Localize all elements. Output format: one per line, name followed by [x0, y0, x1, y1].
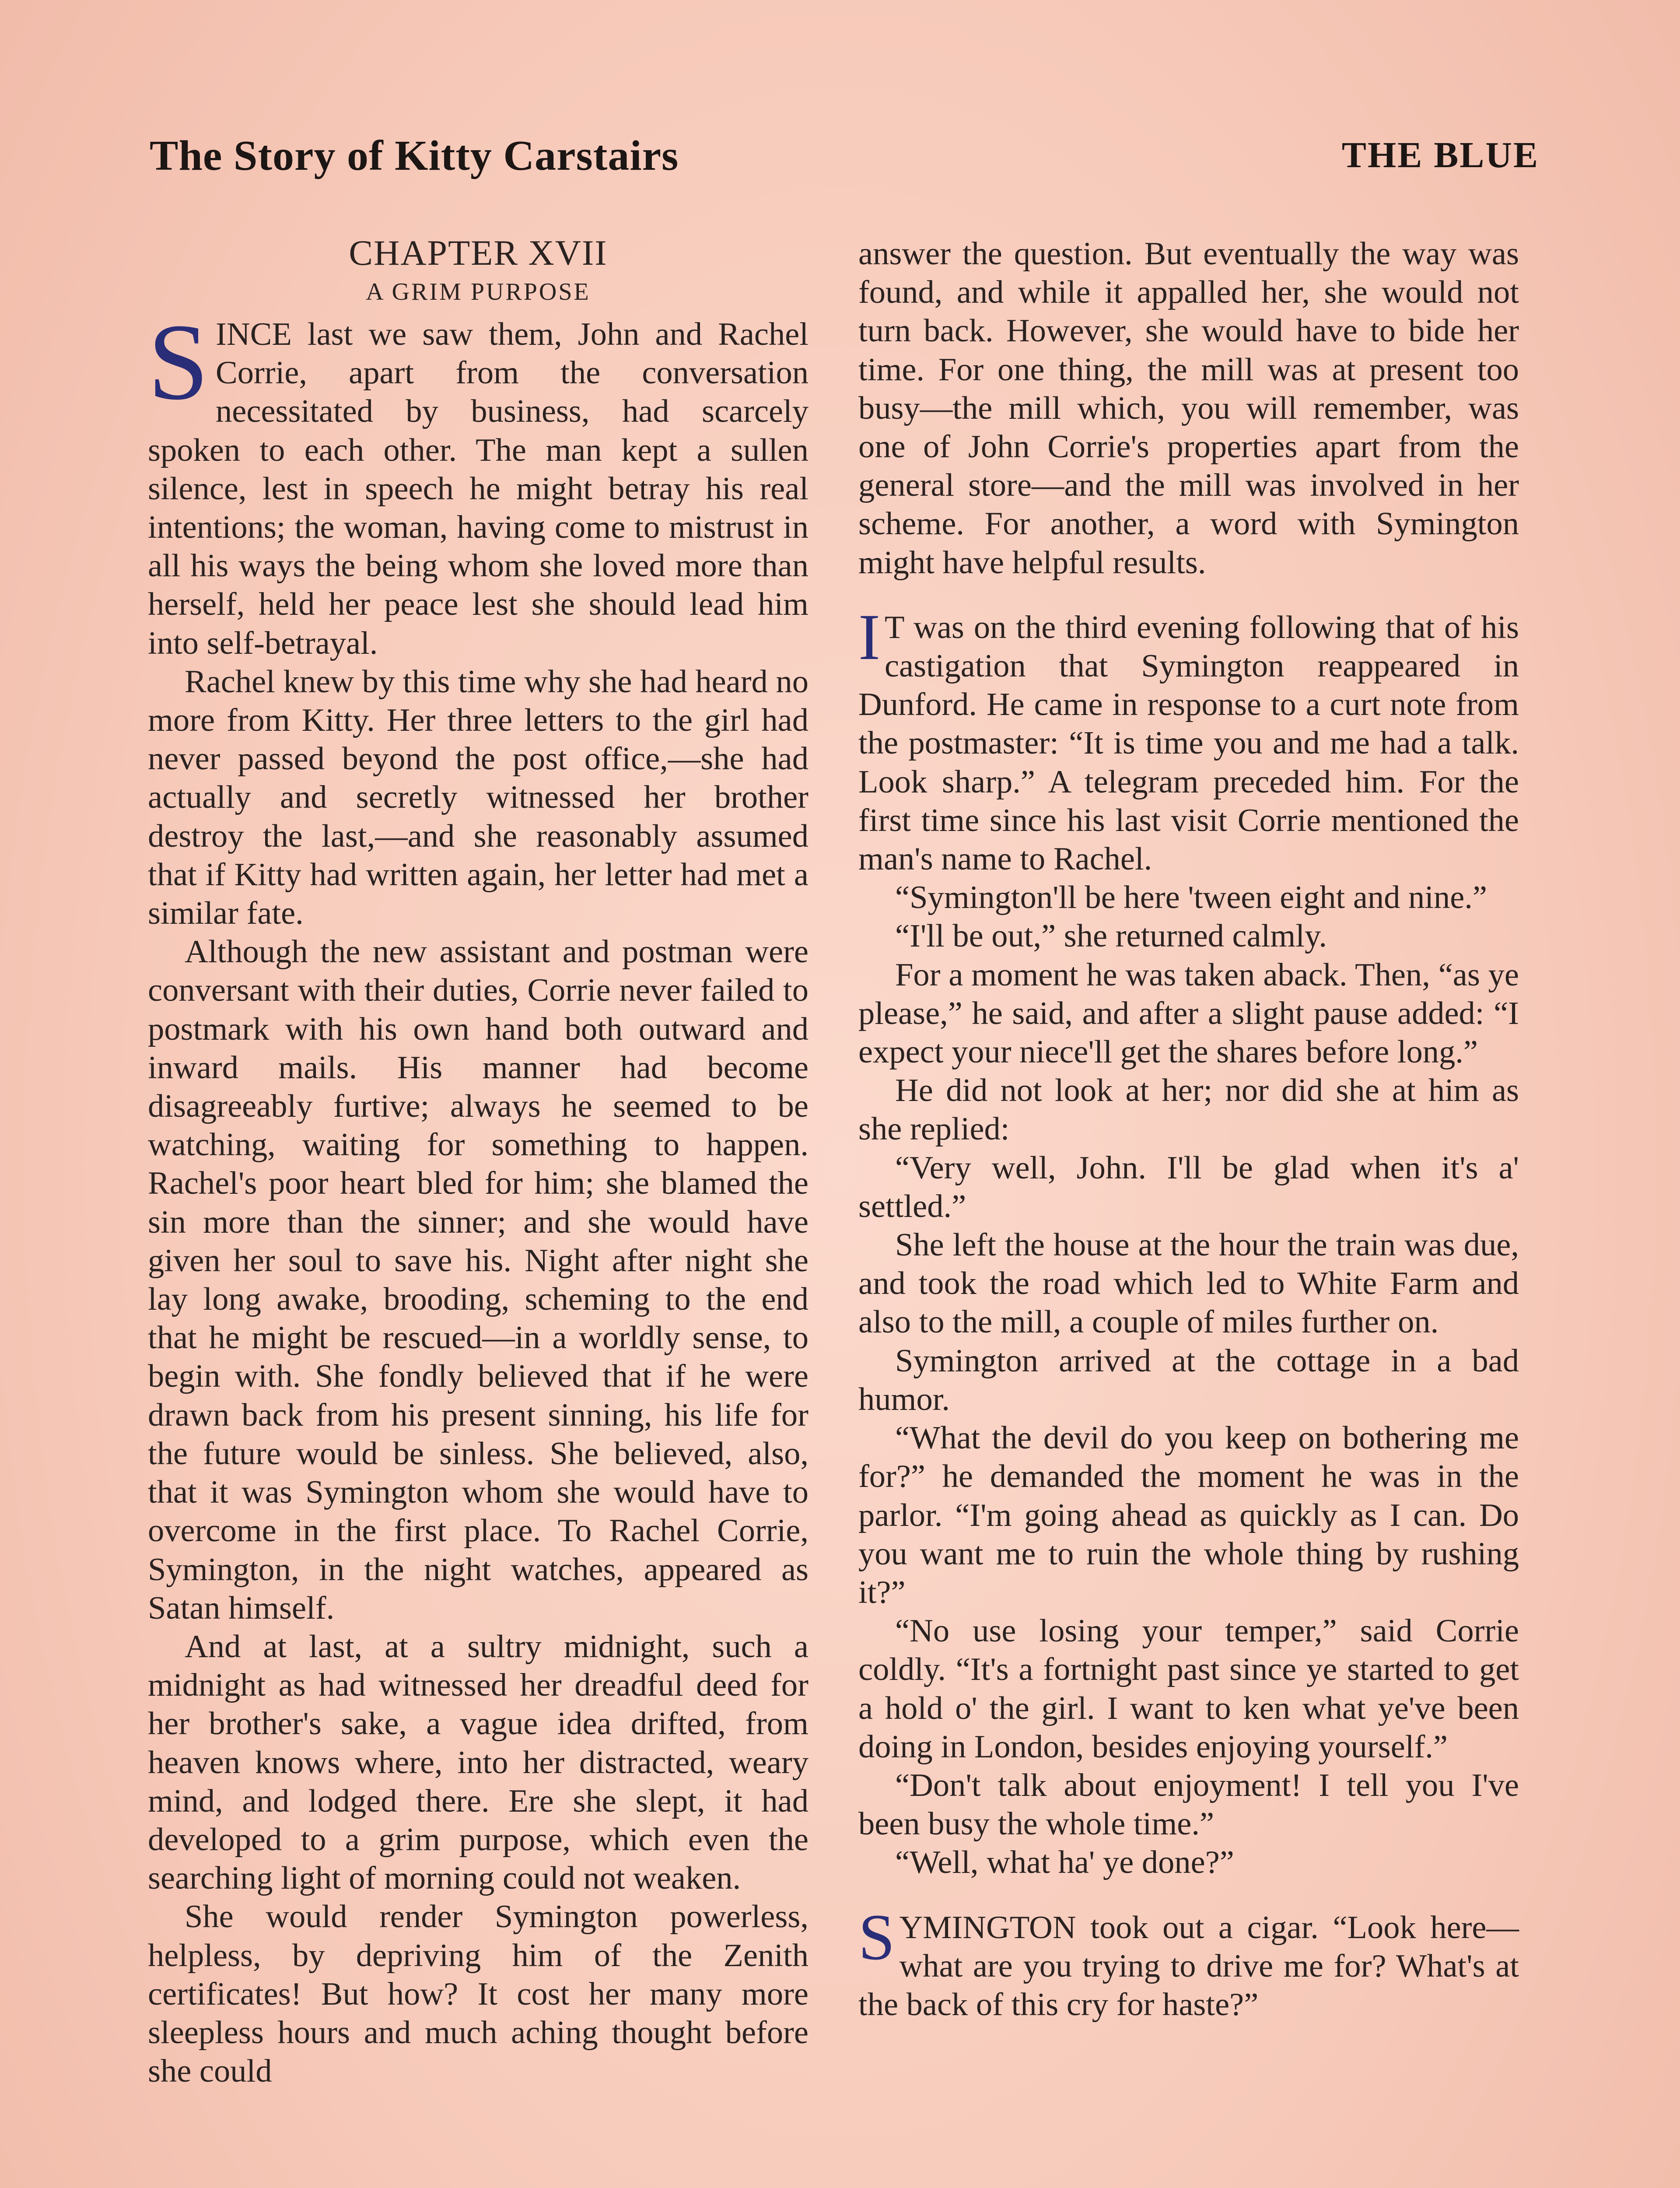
paragraph: He did not look at her; nor did she at him as she replied:: [858, 1073, 1519, 1147]
running-header-magazine: THE BLUE: [1341, 135, 1539, 175]
drop-cap: S: [148, 302, 209, 423]
paragraph: For a moment he was taken aback. Then, “as ye please,” he said, and after a slight pause added: “I expect your niece'll get the shares before long.”: [858, 957, 1519, 1070]
paragraph: “Very well, John. I'll be glad when it's a' settled.”: [858, 1150, 1519, 1224]
section-break: [858, 1882, 1519, 1908]
paragraph: “Well, what ha' ye done?”: [895, 1844, 1234, 1881]
paragraph: “What the devil do you keep on bothering me for?” he demanded the moment he was in the parlor. “I'm going ahead as quickly as I can. Do you want me to ruin the whole thing by rushing it?”: [858, 1420, 1519, 1610]
chapter-subtitle: A GRIM PURPOSE: [366, 278, 591, 305]
running-header-title: The Story of Kitty Carstairs: [150, 132, 679, 179]
right-column: [858, 235, 1519, 2024]
left-column: [148, 232, 808, 2090]
paragraph: She would render Symington powerless, helpless, by depriving him of the Zenith certificates! But how? It cost her many more sleepless hours and much aching thought before she could: [148, 1899, 808, 2090]
paragraph: SYMINGTON took out a cigar. “Look here—what are you trying to drive me for? What's at the back of this cry for haste?”: [858, 1900, 1519, 2023]
chapter-title: CHAPTER XVII: [349, 233, 608, 273]
paragraph: SINCE last we saw them, John and Rachel Corrie, apart from the conversation necessitated by business, had scarcely spoken to each other. The man kept a sullen silence, lest in speech he might betray his real intentions; the woman, having come to mistrust in all his ways the being whom she loved more than herself, held her peace lest she should lead him into self-betrayal.: [148, 302, 808, 661]
paragraph: “I'll be out,” she returned calmly.: [895, 918, 1327, 954]
drop-cap: I: [858, 600, 880, 673]
paragraph: Although the new assistant and postman were conversant with their duties, Corrie never failed to postmark with his own hand both outward and inward mails. His manner had become disagreeably furtive; always he seemed to be watching, waiting for something to happen. Rachel's poor heart bled for him; she blamed the sin more than the sinner; and she would have given her soul to save his. Night after night she lay long awake, brooding, scheming to the end that he might be rescued—in a worldly sense, to begin with. She fondly believed that if he were drawn back from his present sinning, his life for the future would be sinless. She believed, also, that it was Symington whom she would have to overcome in the first place. To Rachel Corrie, Symington, in the night watches, appeared as Satan himself.: [148, 934, 808, 1626]
paragraph: Symington arrived at the cottage in a bad humor.: [858, 1343, 1519, 1417]
paragraph: Rachel knew by this time why she had heard no more from Kitty. Her three letters to the girl had never passed beyond the post office,—she had actually and secretly witnessed her brother destroy the last,—and she reasonably assumed that if Kitty had written again, her letter had met a similar fate.: [148, 663, 808, 932]
section-break: [858, 582, 1519, 608]
paragraph: “No use losing your temper,” said Corrie coldly. “It's a fortnight past since ye started to get a hold o' the girl. I want to ken what ye've been doing in London, besides enjoying yourself.”: [858, 1613, 1519, 1765]
paragraph: I T was on the third evening following that of his castigation that Symington reappeared in Dunford. He came in response to a curt note from the postmaster: “It is time you and me had a talk. Look sharp.” A telegram preceded him. For the first time since his last visit Corrie mentioned the man's name to Rachel.: [858, 600, 1519, 877]
drop-cap: S: [858, 1900, 895, 1974]
paragraph: And at last, at a sultry midnight, such a midnight as had witnessed her dreadful deed for her brother's sake, a vague idea drifted, from heaven knows where, into her distracted, weary mind, and lodged there. Ere she slept, it had developed to a grim purpose, which even the searching light of morning could not weaken.: [148, 1628, 808, 1897]
paragraph: “Don't talk about enjoyment! I tell you I've been busy the whole time.”: [858, 1767, 1519, 1842]
paragraph: “Symington'll be here 'tween eight and nine.”: [895, 880, 1487, 916]
paragraph: answer the question. But eventually the way was found, and while it appalled her, she would not turn back. However, she would have to bide her time. For one thing, the mill was at present too busy—the mill which, you will remember, was one of John Corrie's properties apart from the general store—and the mill was involved in her scheme. For another, a word with Symington might have helpful results.: [858, 236, 1519, 581]
paragraph: She left the house at the hour the train was due, and took the road which led to White Farm and also to the mill, a couple of miles further on.: [858, 1227, 1519, 1340]
